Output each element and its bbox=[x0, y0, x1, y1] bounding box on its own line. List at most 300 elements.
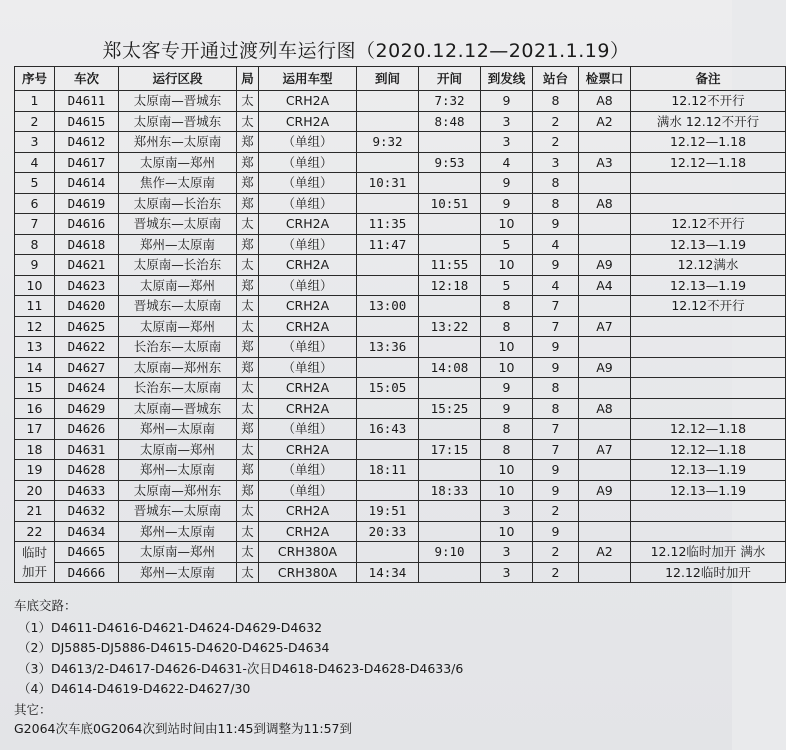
table-cell bbox=[357, 480, 419, 501]
table-cell: 太原南—晋城东 bbox=[119, 398, 237, 419]
table-cell: 10 bbox=[481, 460, 533, 481]
table-cell: 10 bbox=[15, 275, 55, 296]
table-cell: 18:11 bbox=[357, 460, 419, 481]
table-cell: 4 bbox=[481, 152, 533, 173]
table-cell: 太原南—郑州 bbox=[119, 542, 237, 563]
table-cell bbox=[579, 234, 631, 255]
table-cell: CRH2A bbox=[259, 296, 357, 317]
table-cell: 郑州—太原南 bbox=[119, 234, 237, 255]
table-cell: D4624 bbox=[55, 378, 119, 399]
table-cell: 10 bbox=[481, 337, 533, 358]
other-line: G2064次车底0G2064次到站时间由11:45到调整为11:57到 bbox=[14, 721, 352, 736]
other-heading: 其它： bbox=[14, 702, 52, 717]
table-cell: 9:32 bbox=[357, 132, 419, 153]
table-cell bbox=[419, 234, 481, 255]
table-cell: 12.12临时加开 bbox=[631, 562, 786, 583]
table-cell: A2 bbox=[579, 542, 631, 563]
table-cell: 16 bbox=[15, 398, 55, 419]
table-row bbox=[15, 480, 786, 501]
table-cell bbox=[579, 460, 631, 481]
table-cell: 12:18 bbox=[419, 275, 481, 296]
table-cell: 长治东—太原南 bbox=[119, 378, 237, 399]
table-cell: D4617 bbox=[55, 152, 119, 173]
table-cell: 8 bbox=[533, 193, 579, 214]
table-cell: CRH2A bbox=[259, 316, 357, 337]
table-cell: 4 bbox=[15, 152, 55, 173]
table-row bbox=[15, 521, 786, 542]
table-cell: A8 bbox=[579, 193, 631, 214]
table-cell: A8 bbox=[579, 91, 631, 112]
table-cell bbox=[419, 501, 481, 522]
table-cell: 8 bbox=[533, 91, 579, 112]
table-cell: D4634 bbox=[55, 521, 119, 542]
table-cell bbox=[357, 111, 419, 132]
table-cell: D4618 bbox=[55, 234, 119, 255]
table-cell: 7 bbox=[15, 214, 55, 235]
table-cell: 7 bbox=[533, 296, 579, 317]
table-cell: 太 bbox=[237, 378, 259, 399]
table-cell: （单组） bbox=[259, 234, 357, 255]
table-cell: 郑 bbox=[237, 419, 259, 440]
table-cell: 14 bbox=[15, 357, 55, 378]
table-row bbox=[15, 152, 786, 173]
table-cell: 7 bbox=[533, 439, 579, 460]
table-row bbox=[15, 234, 786, 255]
table-cell: CRH2A bbox=[259, 214, 357, 235]
table-cell bbox=[579, 562, 631, 583]
table-cell: D4620 bbox=[55, 296, 119, 317]
table-header-row bbox=[15, 67, 786, 91]
table-cell: 16:43 bbox=[357, 419, 419, 440]
table-cell: D4625 bbox=[55, 316, 119, 337]
table-cell: （单组） bbox=[259, 460, 357, 481]
table-cell: 10:51 bbox=[419, 193, 481, 214]
table-cell bbox=[631, 378, 786, 399]
table-cell: 18 bbox=[15, 439, 55, 460]
table-cell: A8 bbox=[579, 398, 631, 419]
table-cell: 太原南—长治东 bbox=[119, 193, 237, 214]
table-cell: CRH2A bbox=[259, 91, 357, 112]
table-cell bbox=[631, 521, 786, 542]
table-cell: 郑 bbox=[237, 173, 259, 194]
table-cell: 9 bbox=[533, 357, 579, 378]
table-cell: 太 bbox=[237, 521, 259, 542]
table-cell: 12.12临时加开 满水 bbox=[631, 542, 786, 563]
table-cell: 太 bbox=[237, 398, 259, 419]
table-cell: 郑 bbox=[237, 357, 259, 378]
table-cell bbox=[579, 296, 631, 317]
table-cell bbox=[357, 542, 419, 563]
table-row bbox=[15, 316, 786, 337]
table-cell: D4626 bbox=[55, 419, 119, 440]
temporary-label-part: 加开 bbox=[21, 564, 47, 579]
table-row bbox=[15, 439, 786, 460]
table-cell bbox=[419, 132, 481, 153]
table-cell: A4 bbox=[579, 275, 631, 296]
table-cell: 9 bbox=[481, 193, 533, 214]
table-cell: 5 bbox=[481, 275, 533, 296]
table-cell bbox=[579, 419, 631, 440]
column-header: 序号 bbox=[15, 67, 55, 91]
table-row bbox=[15, 132, 786, 153]
table-cell: 10 bbox=[481, 255, 533, 276]
table-cell: 2 bbox=[15, 111, 55, 132]
table-cell: 晋城东—太原南 bbox=[119, 501, 237, 522]
table-cell bbox=[357, 357, 419, 378]
table-row-temporary bbox=[15, 562, 786, 583]
table-row bbox=[15, 214, 786, 235]
table-cell bbox=[357, 152, 419, 173]
table-row bbox=[15, 337, 786, 358]
table-cell: 满水 12.12不开行 bbox=[631, 111, 786, 132]
table-row bbox=[15, 111, 786, 132]
table-cell: D4631 bbox=[55, 439, 119, 460]
table-cell: 11:55 bbox=[419, 255, 481, 276]
table-cell: 5 bbox=[15, 173, 55, 194]
rolling-stock-notes bbox=[14, 596, 714, 700]
table-cell: 郑州—太原南 bbox=[119, 521, 237, 542]
table-cell: （单组） bbox=[259, 357, 357, 378]
table-cell bbox=[419, 460, 481, 481]
table-cell: CRH2A bbox=[259, 439, 357, 460]
table-row bbox=[15, 419, 786, 440]
table-cell: 6 bbox=[15, 193, 55, 214]
table-cell bbox=[357, 91, 419, 112]
column-header: 备注 bbox=[631, 67, 786, 91]
table-cell bbox=[631, 337, 786, 358]
table-cell: 20:33 bbox=[357, 521, 419, 542]
table-cell bbox=[419, 378, 481, 399]
table-cell: 17:15 bbox=[419, 439, 481, 460]
table-cell bbox=[419, 296, 481, 317]
table-cell: 2 bbox=[533, 111, 579, 132]
column-header: 站台 bbox=[533, 67, 579, 91]
table-cell: 3 bbox=[481, 542, 533, 563]
table-cell: 焦作—太原南 bbox=[119, 173, 237, 194]
table-cell: 17 bbox=[15, 419, 55, 440]
table-cell: 8 bbox=[15, 234, 55, 255]
table-cell bbox=[579, 337, 631, 358]
column-header: 车次 bbox=[55, 67, 119, 91]
table-cell: 太 bbox=[237, 214, 259, 235]
table-cell: 郑州—太原南 bbox=[119, 460, 237, 481]
table-row bbox=[15, 398, 786, 419]
table-cell: 7 bbox=[533, 419, 579, 440]
table-cell bbox=[579, 521, 631, 542]
table-cell: CRH2A bbox=[259, 521, 357, 542]
table-cell: 太原南—郑州东 bbox=[119, 357, 237, 378]
table-cell: 14:08 bbox=[419, 357, 481, 378]
table-cell: 9:10 bbox=[419, 542, 481, 563]
table-cell: 郑 bbox=[237, 132, 259, 153]
table-cell: A3 bbox=[579, 152, 631, 173]
table-row bbox=[15, 296, 786, 317]
table-cell bbox=[631, 357, 786, 378]
table-cell: D4623 bbox=[55, 275, 119, 296]
table-cell: 9 bbox=[533, 480, 579, 501]
table-cell: （单组） bbox=[259, 480, 357, 501]
table-cell: D4614 bbox=[55, 173, 119, 194]
table-cell bbox=[631, 173, 786, 194]
table-cell: 太 bbox=[237, 316, 259, 337]
table-cell: D4621 bbox=[55, 255, 119, 276]
column-header: 检票口 bbox=[579, 67, 631, 91]
table-cell: 太原南—郑州 bbox=[119, 439, 237, 460]
table-cell: 7 bbox=[533, 316, 579, 337]
table-cell: 2 bbox=[533, 132, 579, 153]
table-cell: 15:05 bbox=[357, 378, 419, 399]
table-cell: 14:34 bbox=[357, 562, 419, 583]
table-cell: 9:53 bbox=[419, 152, 481, 173]
table-cell: 郑 bbox=[237, 275, 259, 296]
table-cell bbox=[579, 132, 631, 153]
table-row bbox=[15, 501, 786, 522]
table-cell: 太原南—晋城东 bbox=[119, 91, 237, 112]
table-cell: 太 bbox=[237, 296, 259, 317]
table-cell: 15 bbox=[15, 378, 55, 399]
table-cell: 3 bbox=[481, 111, 533, 132]
temporary-label-part: 临时 bbox=[21, 544, 47, 560]
table-cell: 13:22 bbox=[419, 316, 481, 337]
table-cell bbox=[579, 378, 631, 399]
table-cell: （单组） bbox=[259, 173, 357, 194]
table-cell: 5 bbox=[481, 234, 533, 255]
table-cell bbox=[419, 562, 481, 583]
table-cell: 太 bbox=[237, 501, 259, 522]
table-cell bbox=[357, 439, 419, 460]
table-cell: 3 bbox=[481, 562, 533, 583]
table-cell: 太原南—长治东 bbox=[119, 255, 237, 276]
table-cell: 郑州—太原南 bbox=[119, 419, 237, 440]
table-cell: （单组） bbox=[259, 275, 357, 296]
table-cell: 12.13—1.19 bbox=[631, 460, 786, 481]
table-cell: 7:32 bbox=[419, 91, 481, 112]
table-cell: 3 bbox=[481, 501, 533, 522]
table-cell: 太原南—郑州东 bbox=[119, 480, 237, 501]
table-cell: 12.12不开行 bbox=[631, 91, 786, 112]
notes-line: （1）D4611-D4616-D4621-D4624-D4629-D4632 bbox=[18, 619, 323, 635]
table-cell: 3 bbox=[481, 132, 533, 153]
table-cell bbox=[579, 173, 631, 194]
column-header: 到间 bbox=[357, 67, 419, 91]
table-row bbox=[15, 357, 786, 378]
table-cell: 太 bbox=[237, 91, 259, 112]
table-cell: 9 bbox=[533, 255, 579, 276]
table-cell: 9 bbox=[481, 91, 533, 112]
table-cell: 郑 bbox=[237, 480, 259, 501]
notes-line: （2）DJ5885-DJ5886-D4615-D4620-D4625-D4634 bbox=[18, 640, 330, 655]
table-cell: 太 bbox=[237, 111, 259, 132]
table-cell: （单组） bbox=[259, 337, 357, 358]
table-cell: 4 bbox=[533, 234, 579, 255]
table-cell: 太原南—郑州 bbox=[119, 152, 237, 173]
table-cell: A7 bbox=[579, 316, 631, 337]
column-header: 运用车型 bbox=[259, 67, 357, 91]
table-cell: 12.13—1.19 bbox=[631, 480, 786, 501]
table-cell bbox=[357, 275, 419, 296]
table-cell: 太原南—郑州 bbox=[119, 316, 237, 337]
table-cell: 郑 bbox=[237, 193, 259, 214]
table-cell: 19 bbox=[15, 460, 55, 481]
table-cell: 20 bbox=[15, 480, 55, 501]
other-notes bbox=[14, 700, 714, 738]
table-cell: （单组） bbox=[259, 132, 357, 153]
table-cell bbox=[419, 173, 481, 194]
table-cell: 9 bbox=[481, 173, 533, 194]
table-cell: 8:48 bbox=[419, 111, 481, 132]
table-cell: A9 bbox=[579, 480, 631, 501]
table-cell: 12.12不开行 bbox=[631, 296, 786, 317]
table-cell bbox=[357, 255, 419, 276]
table-cell: 8 bbox=[533, 398, 579, 419]
table-cell: CRH2A bbox=[259, 111, 357, 132]
table-cell: A9 bbox=[579, 255, 631, 276]
notes-heading: 车底交路： bbox=[14, 598, 77, 613]
table-cell: 太 bbox=[237, 562, 259, 583]
table-cell bbox=[631, 316, 786, 337]
column-header: 局 bbox=[237, 67, 259, 91]
table-cell bbox=[419, 419, 481, 440]
table-cell: D4622 bbox=[55, 337, 119, 358]
table-cell: 10 bbox=[481, 480, 533, 501]
table-cell: 2 bbox=[533, 542, 579, 563]
table-cell: 郑 bbox=[237, 337, 259, 358]
table-cell: 8 bbox=[481, 419, 533, 440]
column-header: 到发线 bbox=[481, 67, 533, 91]
table-cell: 郑 bbox=[237, 234, 259, 255]
table-cell: 21 bbox=[15, 501, 55, 522]
table-cell: 9 bbox=[533, 460, 579, 481]
table-cell: D4632 bbox=[55, 501, 119, 522]
schedule-table bbox=[14, 66, 786, 583]
table-row bbox=[15, 91, 786, 112]
column-header: 运行区段 bbox=[119, 67, 237, 91]
table-cell: （单组） bbox=[259, 193, 357, 214]
table-cell: 太 bbox=[237, 255, 259, 276]
table-cell: 9 bbox=[533, 337, 579, 358]
table-cell: D4628 bbox=[55, 460, 119, 481]
table-cell: 2 bbox=[533, 501, 579, 522]
table-cell: 15:25 bbox=[419, 398, 481, 419]
table-cell: 11:47 bbox=[357, 234, 419, 255]
table-cell: 2 bbox=[533, 562, 579, 583]
table-cell: D4612 bbox=[55, 132, 119, 153]
table-cell: 3 bbox=[533, 152, 579, 173]
table-cell: 3 bbox=[15, 132, 55, 153]
table-cell bbox=[631, 501, 786, 522]
table-cell: 12.12—1.18 bbox=[631, 152, 786, 173]
table-cell: 12.13—1.19 bbox=[631, 234, 786, 255]
table-cell: 12.12—1.18 bbox=[631, 439, 786, 460]
table-cell: D4616 bbox=[55, 214, 119, 235]
table-cell: 8 bbox=[481, 296, 533, 317]
table-row bbox=[15, 193, 786, 214]
table-row bbox=[15, 275, 786, 296]
table-cell bbox=[631, 398, 786, 419]
temporary-added-label bbox=[15, 542, 55, 583]
table-cell: A9 bbox=[579, 357, 631, 378]
table-cell: 11 bbox=[15, 296, 55, 317]
table-cell: 郑 bbox=[237, 460, 259, 481]
table-cell: 12.12满水 bbox=[631, 255, 786, 276]
table-cell: 4 bbox=[533, 275, 579, 296]
table-row bbox=[15, 255, 786, 276]
table-cell: D4629 bbox=[55, 398, 119, 419]
table-cell: CRH380A bbox=[259, 542, 357, 563]
table-cell: 12.13—1.19 bbox=[631, 275, 786, 296]
table-cell: 9 bbox=[533, 521, 579, 542]
notes-line: （4）D4614-D4619-D4622-D4627/30 bbox=[18, 681, 251, 696]
table-cell bbox=[419, 521, 481, 542]
table-cell: D4619 bbox=[55, 193, 119, 214]
table-row bbox=[15, 378, 786, 399]
table-cell: 11:35 bbox=[357, 214, 419, 235]
table-cell bbox=[419, 214, 481, 235]
table-cell: D4615 bbox=[55, 111, 119, 132]
table-cell: D4633 bbox=[55, 480, 119, 501]
table-cell: 9 bbox=[481, 398, 533, 419]
table-cell: 13:36 bbox=[357, 337, 419, 358]
table-cell: 太 bbox=[237, 542, 259, 563]
table-cell: 8 bbox=[533, 173, 579, 194]
table-cell: 9 bbox=[533, 214, 579, 235]
table-cell: D4627 bbox=[55, 357, 119, 378]
table-cell: 太原南—晋城东 bbox=[119, 111, 237, 132]
table-cell: 10 bbox=[481, 357, 533, 378]
table-cell: 10 bbox=[481, 521, 533, 542]
table-cell: 8 bbox=[481, 316, 533, 337]
table-cell: 郑州—太原南 bbox=[119, 562, 237, 583]
table-cell: D4611 bbox=[55, 91, 119, 112]
table-cell bbox=[357, 193, 419, 214]
table-cell: 9 bbox=[481, 378, 533, 399]
table-cell: 郑 bbox=[237, 152, 259, 173]
table-cell: A2 bbox=[579, 111, 631, 132]
table-cell: 8 bbox=[481, 439, 533, 460]
table-cell: 10 bbox=[481, 214, 533, 235]
page-title: 郑太客专开通过渡列车运行图（2020.12.12—2021.1.19） bbox=[102, 40, 630, 62]
table-cell: A7 bbox=[579, 439, 631, 460]
table-cell bbox=[419, 337, 481, 358]
table-cell bbox=[579, 214, 631, 235]
table-cell: （单组） bbox=[259, 419, 357, 440]
table-cell bbox=[357, 316, 419, 337]
table-cell: 12.12不开行 bbox=[631, 214, 786, 235]
table-cell: 8 bbox=[533, 378, 579, 399]
table-row-temporary bbox=[15, 542, 786, 563]
table-cell: 12.12—1.18 bbox=[631, 419, 786, 440]
table-cell: CRH2A bbox=[259, 501, 357, 522]
notes-line: （3）D4613/2-D4617-D4626-D4631-次日D4618-D4623-D4628-D4633/6 bbox=[18, 660, 464, 676]
table-cell: CRH380A bbox=[259, 562, 357, 583]
table-cell: 1 bbox=[15, 91, 55, 112]
table-cell bbox=[579, 501, 631, 522]
table-cell: 晋城东—太原南 bbox=[119, 214, 237, 235]
table-cell: D4665 bbox=[55, 542, 119, 563]
table-cell: 12.12—1.18 bbox=[631, 132, 786, 153]
table-cell: 9 bbox=[15, 255, 55, 276]
table-cell: 长治东—太原南 bbox=[119, 337, 237, 358]
table-cell: 18:33 bbox=[419, 480, 481, 501]
table-cell: 晋城东—太原南 bbox=[119, 296, 237, 317]
table-cell bbox=[357, 398, 419, 419]
table-cell: 13 bbox=[15, 337, 55, 358]
table-cell: CRH2A bbox=[259, 378, 357, 399]
table-cell: 10:31 bbox=[357, 173, 419, 194]
table-cell: （单组） bbox=[259, 152, 357, 173]
table-cell: 太 bbox=[237, 439, 259, 460]
table-cell: D4666 bbox=[55, 562, 119, 583]
